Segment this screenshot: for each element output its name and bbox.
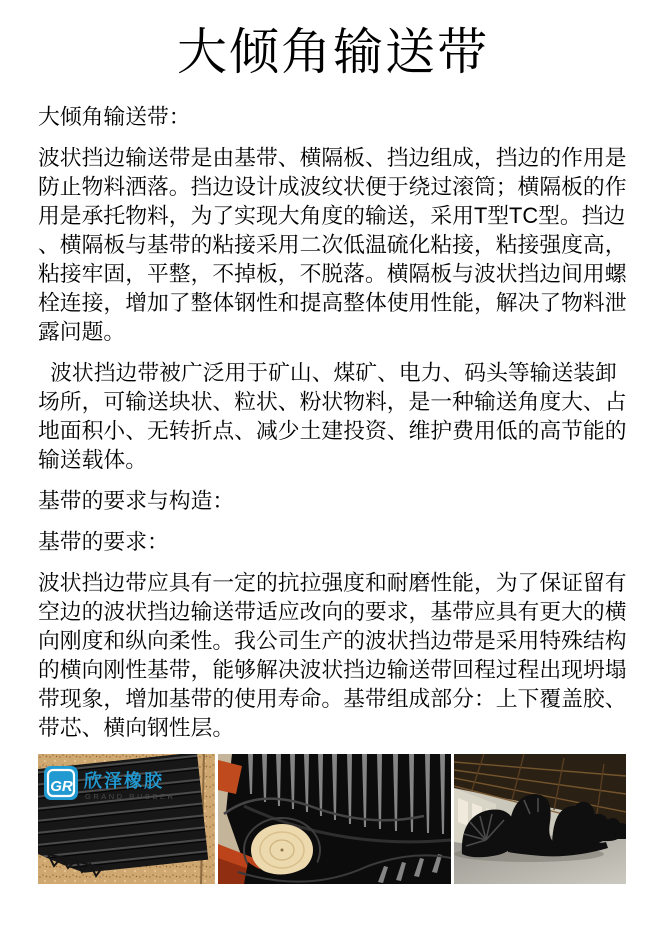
- paragraph-applications: 波状挡边带被广泛用于矿山、煤矿、电力、码头等输送装卸场所，可输送块状、粒状、粉状物料，是一种输送角度大、占地面积小、无转折点、减少土建投资、维护费用低的高节能的输送载体。: [38, 360, 627, 472]
- product-photo-row: [38, 754, 626, 884]
- photo-sidewall-belt-coil: [218, 754, 451, 884]
- logo-gr-monogram: GR: [50, 778, 73, 795]
- photo-warehouse-belts: [454, 754, 626, 884]
- paragraph-structure: 波状挡边输送带是由基带、横隔板、挡边组成，挡边的作用是防止物料洒落。挡边设计成波纹状便于绕过滚筒；横隔板的作用是承托物料，为了实现大角度的输送，采用T型TC型。挡边、横隔板与基带的粘接采用二次低温硫化粘接，粘接强度高，粘接牢固，平整，不掉板，不脱落。横隔板与波状挡边间用螺栓连接，增加了整体钢性和提高整体使用性能，解决了物料泄露问题。: [38, 145, 627, 344]
- section-label-base-belt-requirements: 基带的要求：: [38, 529, 169, 554]
- description-text: [38, 102, 628, 742]
- photo-sidewall-panels: [38, 754, 215, 884]
- page-title: 大倾角输送带: [177, 24, 489, 80]
- paragraph-base-belt: 波状挡边带应具有一定的抗拉强度和耐磨性能，为了保证留有空边的波状挡边输送带适应改向的要求，基带应具有更大的横向刚度和纵向柔性。我公司生产的波状挡边带是采用特殊结构的横向刚性基带，能够解决波状挡边输送带回程过程出现坍塌带现象，增加基带的使用寿命。基带组成部分：上下覆盖胶、带芯、横向钢性层。: [38, 570, 627, 740]
- intro-label: 大倾角输送带：: [38, 104, 191, 129]
- brand-name-cn: 欣泽橡胶: [84, 771, 164, 791]
- section-label-base-belt-requirements-structure: 基带的要求与构造：: [38, 488, 235, 513]
- grand-rubber-logo: [44, 766, 78, 800]
- brand-name-en: GRAND RUBBER: [85, 792, 176, 801]
